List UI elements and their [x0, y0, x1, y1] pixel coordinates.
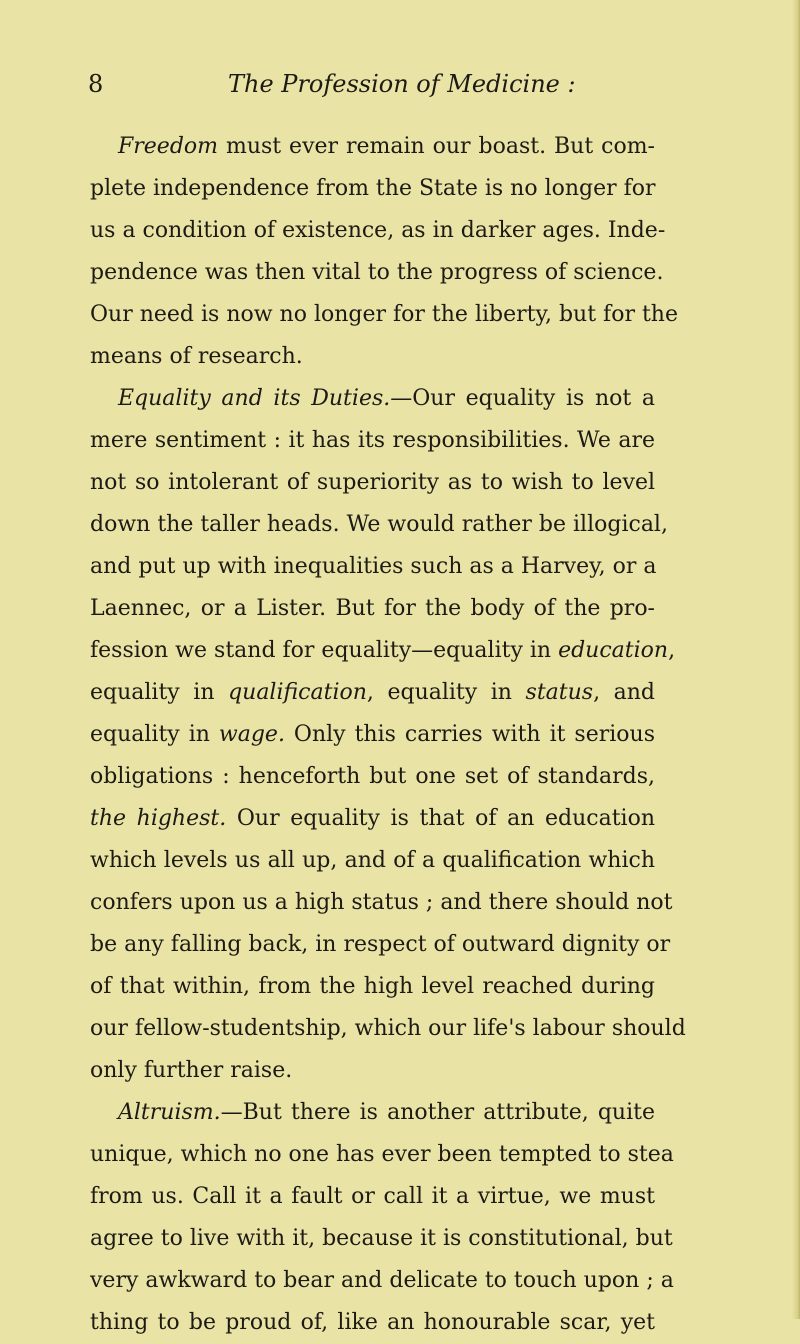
text-line — [90, 672, 655, 714]
text-run: —Our equality is not a — [390, 386, 655, 411]
text-line — [90, 714, 655, 756]
italic-text: Freedom — [118, 134, 219, 159]
italic-text: education — [558, 638, 669, 663]
text-run: confers upon us a high status ; and there should not — [90, 890, 673, 915]
text-line — [90, 924, 671, 966]
page-header — [88, 70, 648, 110]
text-run: equality in — [90, 680, 229, 705]
text-run: —But there is another attribute, quite — [220, 1100, 655, 1125]
text-line — [90, 1092, 655, 1134]
italic-text: Altruism. — [118, 1100, 221, 1125]
text-line — [90, 882, 673, 924]
page-edge — [792, 0, 800, 1319]
text-run: very awkward to bear and delicate to touch upon ; a — [90, 1268, 674, 1293]
text-run: Laennec, or a Lister. But for the body of the pro- — [90, 596, 655, 621]
text-run: mere sentiment : it has its responsibilities. We are — [90, 428, 655, 453]
text-line — [90, 1176, 655, 1218]
text-run: unique, which no one has ever been tempted to stea — [90, 1142, 674, 1167]
text-run: thing to be proud of, like an honourable scar, yet — [90, 1310, 655, 1335]
text-line — [90, 1260, 674, 1302]
text-run: and put up with inequalities such as a Harvey, or a — [90, 554, 657, 579]
text-run: means of research. — [90, 344, 303, 369]
text-line — [90, 210, 666, 252]
text-line — [90, 168, 655, 210]
text-run: down the taller heads. We would rather be illogical, — [90, 512, 668, 537]
text-line — [90, 630, 676, 672]
italic-text: Equality and its Duties. — [118, 386, 391, 411]
text-line — [90, 1302, 655, 1344]
text-run: pendence was then vital to the progress of science. — [90, 260, 664, 285]
text-run: Our need is now no longer for the liberty, but for the — [90, 302, 678, 327]
text-line — [90, 126, 655, 168]
italic-text: the highest. — [90, 806, 227, 831]
text-line — [90, 1008, 686, 1050]
text-run: us a condition of existence, as in darker ages. Inde- — [90, 218, 666, 243]
text-run: agree to live with it, because it is constitutional, but — [90, 1226, 673, 1251]
italic-text: wage. — [218, 722, 285, 747]
text-run: obligations : henceforth but one set of standards, — [90, 764, 655, 789]
text-line — [90, 588, 655, 630]
text-run: Our equality is that of an education — [226, 806, 655, 831]
body-text — [90, 126, 686, 1344]
text-line — [90, 756, 655, 798]
text-line — [90, 1134, 674, 1176]
text-run: from us. Call it a fault or call it a virtue, we must — [90, 1184, 655, 1209]
text-run: of that within, from the high level reached during — [90, 974, 655, 999]
text-line — [90, 798, 655, 840]
text-line — [90, 840, 655, 882]
text-run: which levels us all up, and of a qualification which — [90, 848, 655, 873]
text-line — [90, 504, 668, 546]
text-run: must ever remain our boast. But com- — [218, 134, 655, 159]
text-line — [90, 462, 655, 504]
text-line — [90, 294, 678, 336]
text-run: not so intolerant of superiority as to wish to level — [90, 470, 655, 495]
text-run: , and — [593, 680, 656, 705]
text-run: Only this carries with it serious — [284, 722, 655, 747]
text-line — [90, 966, 655, 1008]
text-run: be any falling back, in respect of outward dignity or — [90, 932, 671, 957]
running-title: The Profession of Medicine : — [228, 70, 576, 98]
text-line — [90, 336, 655, 378]
text-line — [90, 1218, 673, 1260]
text-run: fession we stand for equality—equality in — [90, 638, 559, 663]
text-run: , equality in — [366, 680, 526, 705]
text-line — [90, 420, 655, 462]
page-number: 8 — [88, 70, 104, 98]
text-line — [90, 1050, 655, 1092]
text-run: only further raise. — [90, 1058, 293, 1083]
text-line — [90, 252, 664, 294]
italic-text: qualification — [228, 680, 367, 705]
text-line — [90, 378, 655, 420]
italic-text: status — [525, 680, 594, 705]
text-run: our fellow-studentship, which our life's labour should — [90, 1016, 686, 1041]
text-run: equality in — [90, 722, 219, 747]
text-run: , — [668, 638, 676, 663]
text-run: plete independence from the State is no longer for — [90, 176, 656, 201]
text-line — [90, 546, 655, 588]
